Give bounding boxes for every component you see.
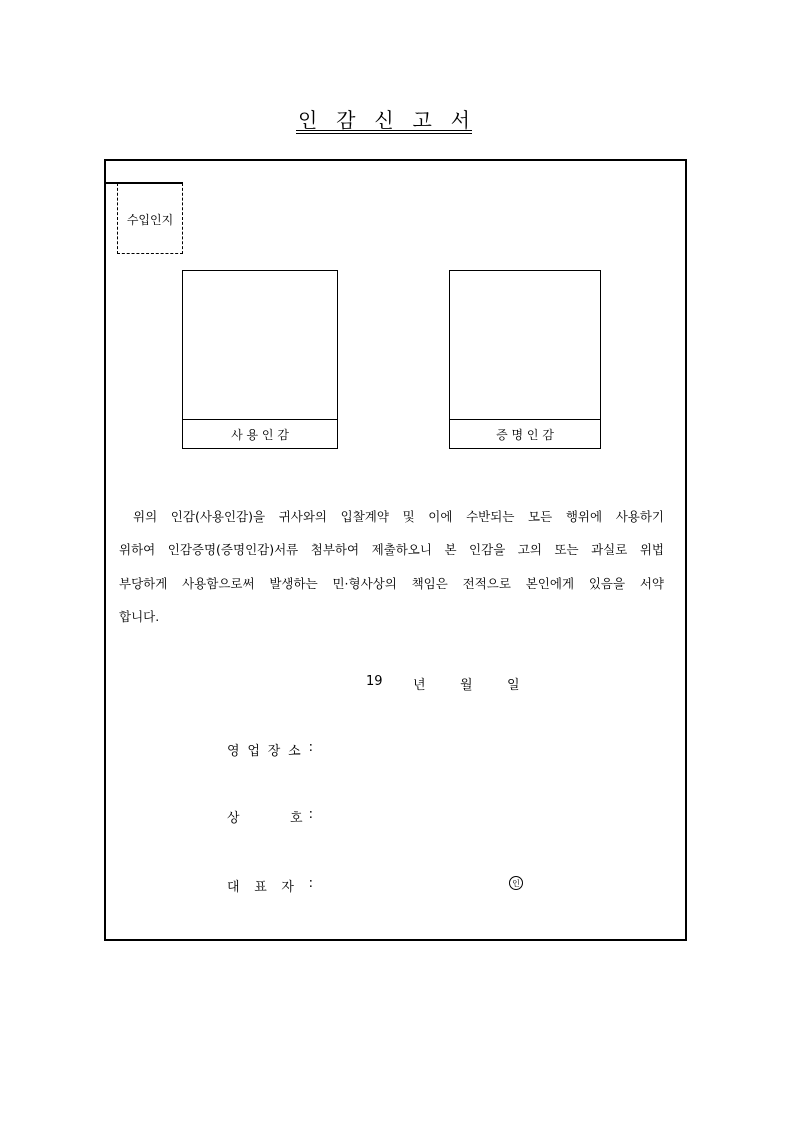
label-char: 장 — [267, 744, 281, 759]
title-underline-double — [296, 133, 472, 134]
date-day-unit: 일 — [507, 678, 520, 693]
title-char: 고 — [412, 108, 432, 132]
usage-seal-box — [182, 270, 338, 449]
document-title — [296, 100, 472, 134]
date-month-unit: 월 — [460, 678, 473, 693]
business-place-label — [227, 740, 313, 759]
label-char: : — [308, 807, 313, 822]
label-char: 소 — [288, 744, 301, 759]
usage-seal-label: 사 용 인 감 — [183, 419, 337, 448]
paragraph-line: 위하여 인감증명(증명인감)서류 첨부하여 제출하오니 본 인감을 고의 또는 과실로 위법 — [119, 542, 664, 557]
title-char: 인 — [298, 108, 318, 132]
label-char: 호 — [290, 811, 303, 826]
paragraph-line: 부당하게 사용함으로써 발생하는 민·형사상의 책임은 전적으로 본인에게 있음을 서약 — [119, 576, 664, 591]
date-year-unit: 년 — [413, 678, 426, 693]
representative-label — [227, 876, 313, 895]
revenue-stamp-label: 수입인지 — [126, 213, 174, 227]
paragraph-line: 위의 인감(사용인감)을 귀사와의 입찰계약 및 이에 수반되는 모든 행위에 사용하기 — [133, 509, 664, 524]
seal-mark-icon: 인 — [509, 876, 523, 890]
label-char: 업 — [247, 744, 260, 759]
certified-seal-label: 증 명 인 감 — [450, 419, 600, 448]
title-char: 서 — [450, 108, 470, 132]
certified-seal-box — [449, 270, 601, 449]
label-char: 표 — [254, 880, 267, 895]
paragraph-line: 합니다. — [119, 609, 160, 624]
label-char: 영 — [227, 744, 240, 759]
company-name-label — [227, 807, 313, 826]
label-char: : — [308, 876, 313, 891]
title-underline — [296, 130, 472, 131]
label-char: 상 — [227, 811, 240, 826]
label-char: 대 — [227, 880, 240, 895]
title-char: 신 — [374, 108, 394, 132]
label-char: 자 — [281, 880, 294, 895]
label-char: : — [308, 740, 313, 755]
title-char: 감 — [336, 108, 356, 132]
date-year: 19 — [366, 674, 383, 689]
